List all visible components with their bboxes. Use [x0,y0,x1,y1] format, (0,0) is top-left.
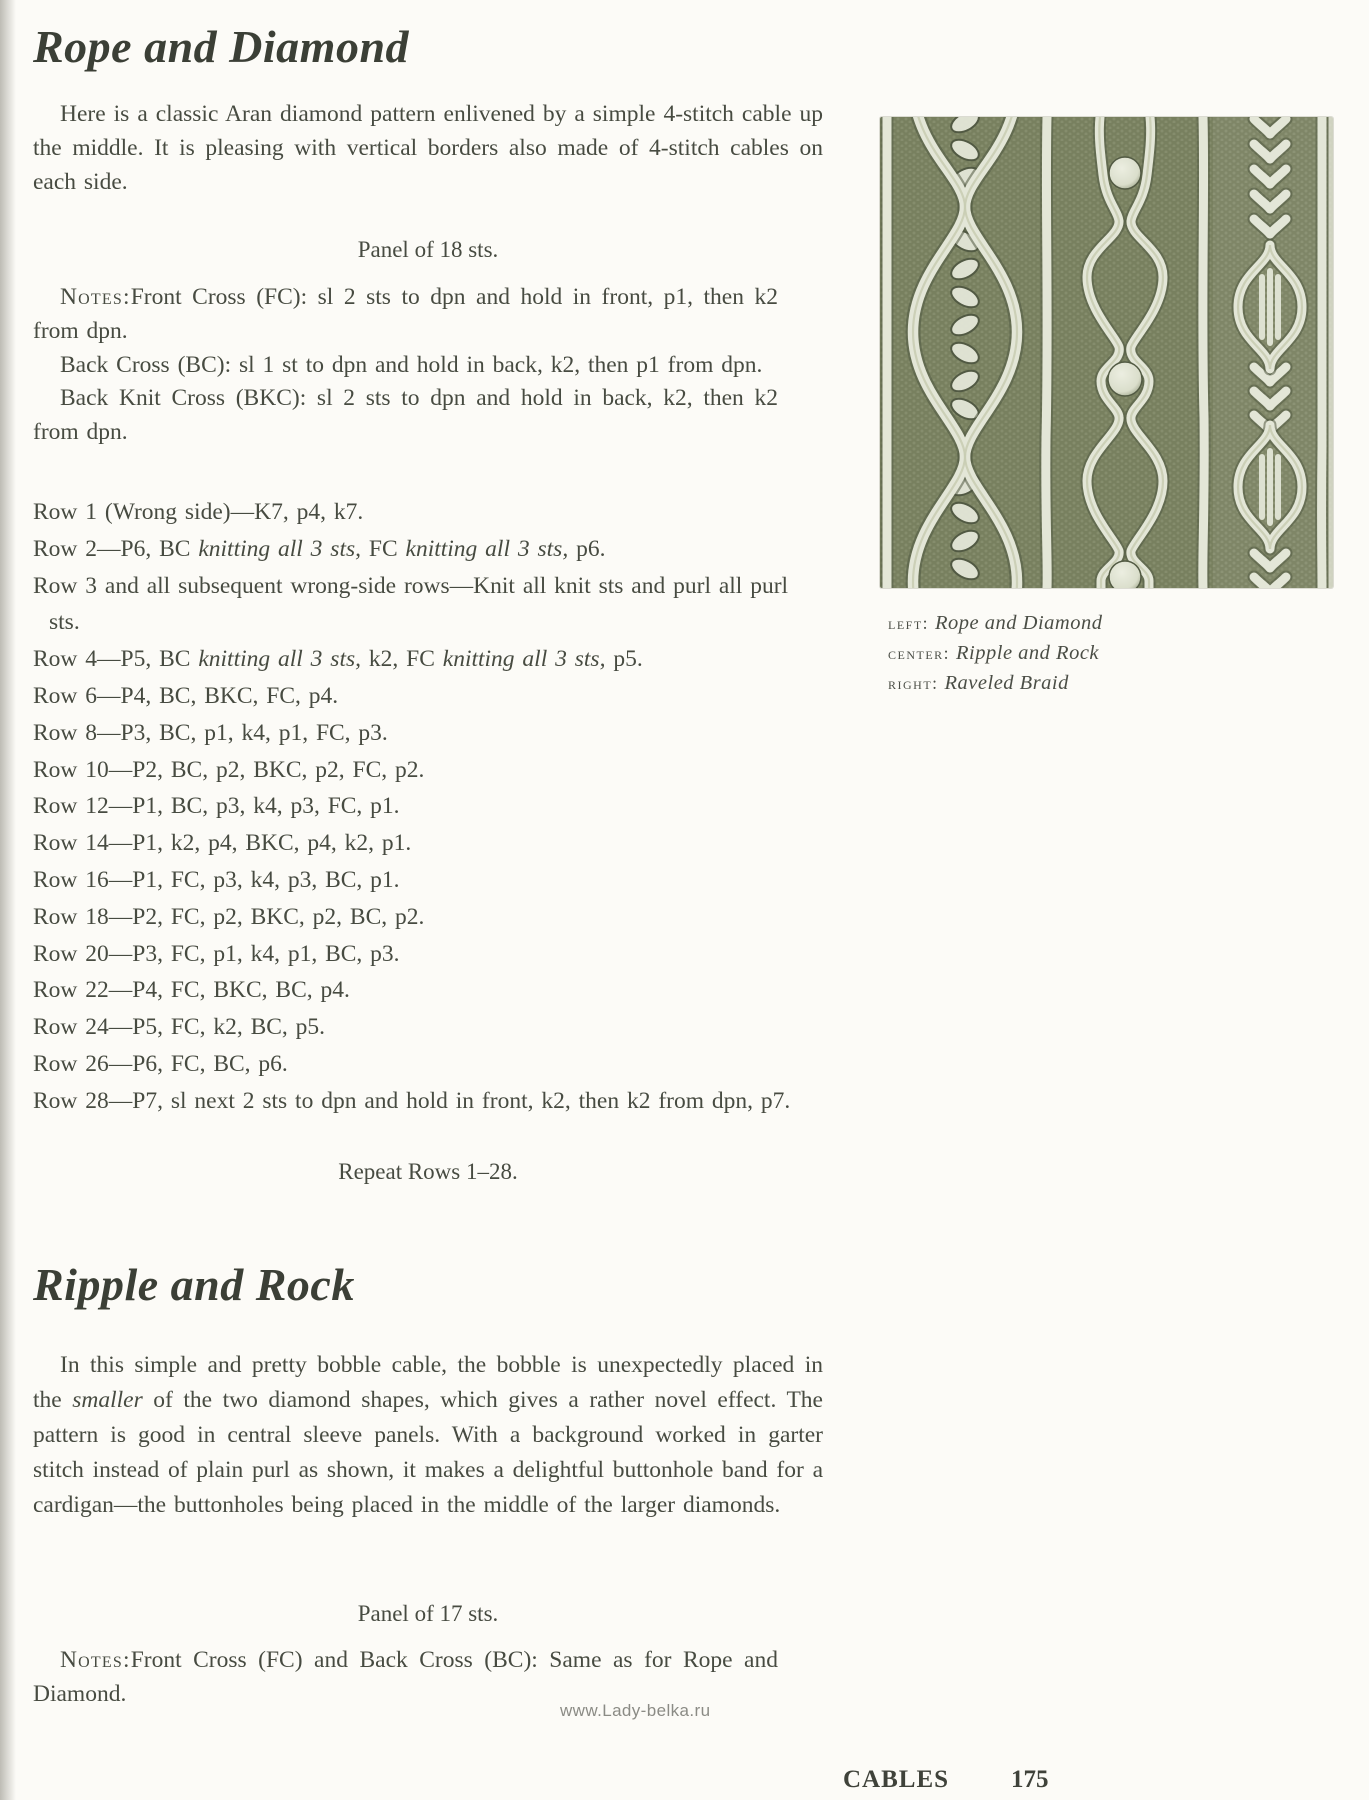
panel-stitch-count-2: Panel of 17 sts. [357,1601,499,1626]
section-title-ripple-and-rock: Ripple and Rock [33,1259,355,1310]
row-instruction-line: Row 26—P6, FC, BC, p6. [33,1050,288,1077]
row-instruction-line: Row 1 (Wrong side)—K7, p4, k7. [33,499,364,525]
row-instructions [33,494,813,1120]
row-instruction-line: Row 18—P2, FC, p2, BKC, p2, BC, p2. [33,903,425,930]
row-instruction-line: Row 10—P2, BC, p2, BKC, p2, FC, p2. [33,756,425,783]
notes-label: Notes: [60,284,131,310]
row-instruction-line: Row 28—P7, sl next 2 sts to dpn and hold in front, k2, then k2 from dpn, p7. [33,1087,791,1114]
caption-pattern-name: Raveled Braid [944,672,1069,694]
caption-line [888,639,1328,669]
caption-position-label: left: [888,613,930,633]
scan-edge-shadow [0,0,16,1800]
photo-caption [888,609,1328,699]
row-instruction-line: Row 4—P5, BC knitting all 3 sts, k2, FC knitting all 3 sts, p5. [33,646,643,673]
rope-and-diamond-notes [33,281,778,450]
note-text: Back Knit Cross (BKC): sl 2 sts to dpn and hold in back, k2, then k2 from dpn. [33,385,778,446]
knitted-swatch-illustration [880,117,1333,588]
rope-and-diamond-intro: Here is a classic Aran diamond pattern enlivened by a simple 4-stitch cable up the middle. It is pleasing with vertical borders also made of 4-stitch cables on each side. [33,101,823,195]
caption-line [888,609,1328,639]
repeat-line: Repeat Rows 1–28. [338,1159,518,1184]
notes-label: Notes: [60,1647,131,1673]
row-instruction-line: Row 3 and all subsequent wrong-side rows—Knit all knit sts and purl all purl sts. [33,572,789,636]
caption-pattern-name: Ripple and Rock [956,642,1100,664]
ripple-and-rock-intro: In this simple and pretty bobble cable, the bobble is unexpectedly placed in the smaller of the two diamond shapes, which gives a rather novel effect. The pattern is good in central sleeve panels. With a background worked in garter stitch instead of plain purl as shown, it makes a delightful buttonhole band for a cardigan—the buttonholes being placed in the middle of the larger diamonds. [33,1352,823,1518]
row-instruction-line: Row 12—P1, BC, p3, k4, p3, FC, p1. [33,793,400,820]
row-instruction-line: Row 22—P4, FC, BKC, BC, p4. [33,977,350,1004]
panel-stitch-count-1: Panel of 18 sts. [357,237,499,262]
note-text: Back Cross (BC): sl 1 st to dpn and hold in back, k2, then p1 from dpn. [60,351,763,378]
caption-pattern-name: Rope and Diamond [935,612,1103,634]
row-instruction-line: Row 16—P1, FC, p3, k4, p3, BC, p1. [33,866,400,893]
row-instruction-line: Row 20—P3, FC, p1, k4, p1, BC, p3. [33,940,400,967]
note-paragraph [33,349,778,383]
section-title-rope-and-diamond: Rope and Diamond [33,21,410,72]
note-text: Front Cross (FC): sl 2 sts to dpn and hold in front, p1, then k2 from dpn. [33,284,778,344]
note-paragraph [33,281,778,349]
caption-position-label: center: [888,643,951,663]
caption-position-label: right: [888,673,939,693]
row-instruction-line: Row 2—P6, BC knitting all 3 sts, FC knitting all 3 sts, p6. [33,535,606,562]
note-text: Front Cross (FC) and Back Cross (BC): Same as for Rope and Diamond. [33,1647,778,1707]
row-instruction-line: Row 6—P4, BC, BKC, FC, p4. [33,682,339,709]
footer-section-label: CABLES [843,1766,950,1793]
bobble [1109,157,1141,189]
row-instruction-line: Row 8—P3, BC, p1, k4, p1, FC, p3. [33,719,388,746]
caption-line [888,669,1328,699]
footer-page-number: 175 [1011,1766,1049,1793]
watermark: www.Lady-belka.ru [560,1701,711,1720]
note-paragraph [33,382,778,450]
bobble [1108,362,1142,396]
page-footer [843,1766,1049,1794]
row-instruction-line: Row 14—P1, k2, p4, BKC, p4, k2, p1. [33,830,412,857]
row-instruction-line: Row 24—P5, FC, k2, BC, p5. [33,1014,326,1041]
bobble [1109,561,1141,588]
knitted-swatch-photo [880,117,1333,588]
